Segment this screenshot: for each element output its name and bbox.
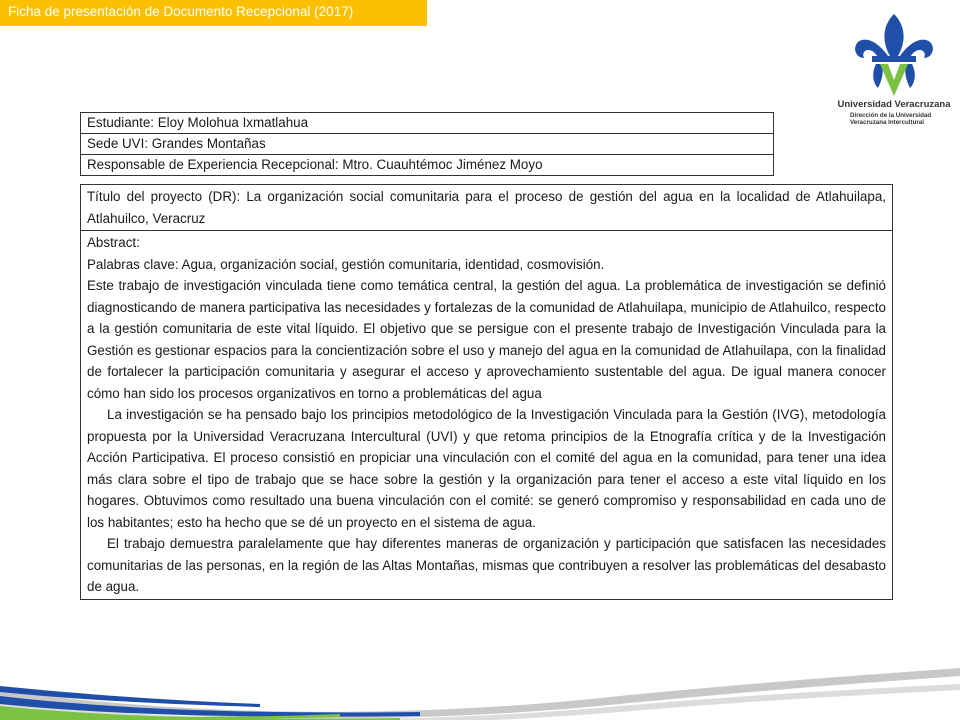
header-bar xyxy=(0,0,427,26)
site-row xyxy=(81,134,774,155)
page-title: Ficha de presentación de Documento Recepcional (2017) xyxy=(8,4,354,19)
advisor-row xyxy=(81,155,774,176)
logo-subtitle xyxy=(850,112,960,126)
advisor-cell: Responsable de Experiencia Recepcional: Mtro. Cuauhtémoc Jiménez Moyo xyxy=(81,155,774,176)
abstract-row xyxy=(81,231,893,600)
fleur-de-lis-icon xyxy=(832,12,956,98)
university-logo xyxy=(832,12,956,132)
logo-subtitle-line2: Veracruzana Intercultural xyxy=(850,119,924,126)
logo-university-name: Universidad Veracruzana xyxy=(837,99,951,110)
student-row xyxy=(81,113,774,134)
abstract-paragraph-1: Este trabajo de investigación vinculada tiene como temática central, la gestión del agua. La problemática de investigación se definió diagnosticando de manera participativa las necesidades y fortalezas de la comunidad de Atlahuilapa, municipio de Atlahuilco, respecto a la gestión comunitaria de este vital líquido. El objetivo que se persigue con el presente trabajo de Investigación Vinculada para la Gestión es gestionar espacios para la concientización sobre el uso y manejo del agua en la comunidad de Atlahuilapa, con la finalidad de fortalecer la participación comunitaria y asegurar el acceso y aprovechamiento sustentable del agua. De igual manera conocer cómo han sido los procesos organizativos en torno a problemáticas del agua xyxy=(87,278,886,401)
abstract-paragraph-3: El trabajo demuestra paralelamente que hay diferentes maneras de organización y participación que satisfacen las necesidades comunitarias de las personas, en la región de las Altas Montañas, mismas que contribuyen a resolver las problemáticas del desabasto de agua. xyxy=(87,536,886,594)
project-title-row xyxy=(81,185,893,231)
student-info-table xyxy=(80,112,774,176)
project-table xyxy=(80,184,893,600)
keywords: Palabras clave: Agua, organización social, gestión comunitaria, identidad, cosmovisión. xyxy=(87,256,605,272)
abstract-label: Abstract: xyxy=(87,235,140,250)
abstract-paragraph-2: La investigación se ha pensado bajo los principios metodológico de la Investigación Vinculada para la Gestión (IVG), metodología propuesta por la Universidad Veracruzana Intercultural (UVI) y que retoma principios de la Etnografía crítica y de la Investigación Acción Participativa. El proceso consistió en propiciar una vinculación con el comité del agua en la comunidad, para tener una idea más clara sobre el tipo de trabajo que se hace sobre la gestión y la organización para tener el acceso a este vital líquido en los hogares. Obtuvimos como resultado una buena vinculación con el comité: se generó compromiso y responsabilidad en cada uno de los habitantes; esto ha hecho que se dé un proyecto en el sistema de agua. xyxy=(87,407,886,530)
student-cell: Estudiante: Eloy Molohua Ixmatlahua xyxy=(81,113,774,134)
site-cell: Sede UVI: Grandes Montañas xyxy=(81,134,774,155)
logo-subtitle-line1: Dirección de la Universidad xyxy=(850,112,932,119)
footer-wave-decoration xyxy=(0,656,960,720)
abstract-cell xyxy=(81,231,893,600)
project-title-cell: Título del proyecto (DR): La organización social comunitaria para el proceso de gestión del agua en la localidad de Atlahuilapa, Atlahuilco, Veracruz xyxy=(81,185,893,231)
